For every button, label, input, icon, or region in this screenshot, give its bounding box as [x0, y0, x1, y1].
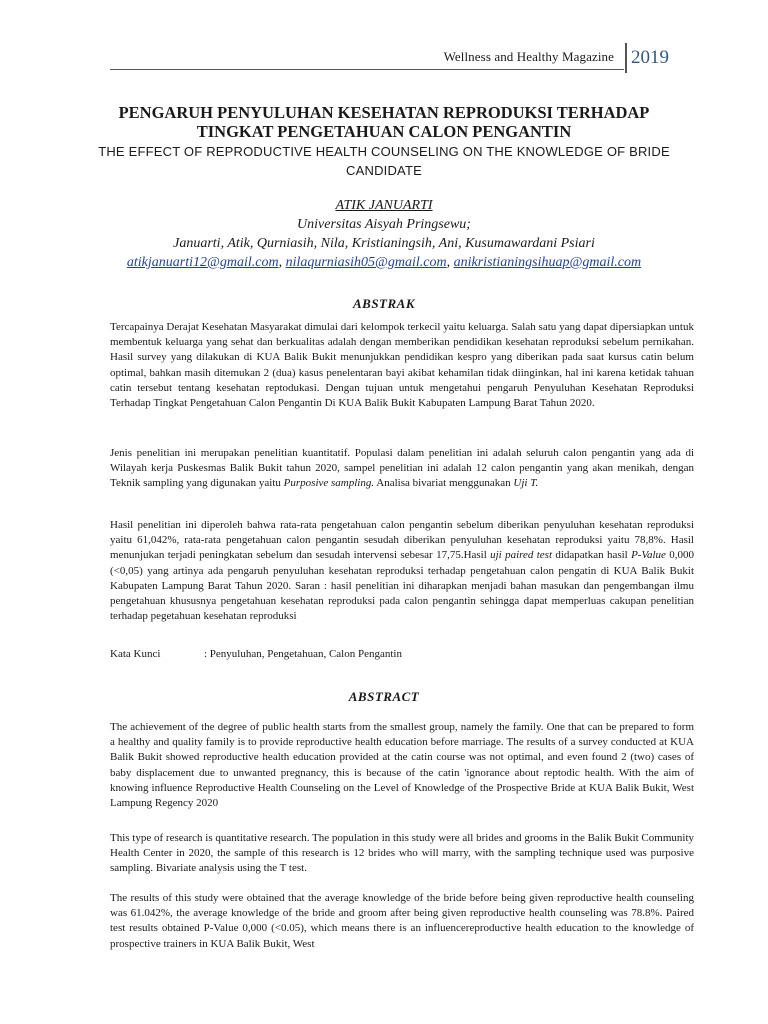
abstrak-p2-emphasis: Uji T. [513, 477, 539, 490]
author-block [80, 196, 688, 272]
abstrak-heading: ABSTRAK [352, 296, 416, 311]
publication-year: 2019 [631, 47, 669, 68]
abstrak-paragraph-2 [110, 446, 694, 492]
running-header [110, 47, 624, 70]
email-link[interactable]: atikjanuarti12@gmail.com [126, 255, 279, 270]
abstrak-p2-text: Jenis penelitian ini merupakan penelitian kuantitatif. Populasi dalam penelitian ini adalah seluruh calon pengantin yang ada di Wilayah kerja Puskesmas Balik Bukit tahun 2020, sampel penelitian ini adalah 12 calon pengantin yang akan menikah, dengan Teknik sampling yang digunakan yaitu [110, 447, 694, 490]
paper-title-indonesian: PENGARUH PENYULUHAN KESEHATAN REPRODUKSI TERHADAP TINGKAT PENGETAHUAN CALON PENGANTIN [118, 103, 650, 141]
keywords-line [110, 648, 402, 660]
abstract-heading: ABSTRACT [348, 689, 420, 704]
paper-title-english: THE EFFECT OF REPRODUCTIVE HEALTH COUNSELING ON THE KNOWLEDGE OF BRIDE CANDIDATE [98, 144, 670, 178]
keywords-value: : Penyuluhan, Pengetahuan, Calon Pengantin [204, 648, 402, 660]
abstract-paragraph-1: The achievement of the degree of public health starts from the smallest group, namely the family. One that can be prepared to form a healthy and quality family is to provide reproductive health education before marriage. The results of a survey conducted at KUA Balik Bukit showed reproductive health education provided at the catin course was not optimal, and even found 2 (two) cases of baby displacement due to unwanted pregnancy, this is because of the catin 'ignorance about reptodic health. With the aim of knowing influence Reproductive Health Counseling on the Level of Knowledge of the Prospective Bride at KUA Balik Bukit, West Lampung Regency 2020 [110, 721, 694, 810]
abstrak-paragraph-3 [110, 518, 694, 624]
magazine-name: Wellness and Healthy Magazine [443, 49, 614, 64]
author-list: Januarti, Atik, Qurniasih, Nila, Kristianingsih, Ani, Kusumawardani Psiari [173, 236, 595, 251]
year-box [625, 43, 687, 73]
abstrak-paragraph-1: Tercapainya Derajat Kesehatan Masyarakat dimulai dari kelompok terkecil yaitu keluarga. Salah satu yang dapat dipersiapkan untuk membentuk keluarga yang sehat dan berkualitas adalah dengan memberikan pendidikan kesehatan reproduksi sebelum pernikahan. Hasil survey yang dilakukan di KUA Balik Bukit menunjukkan pendidikan kespro yang diberikan pada saat kursus catin belum optimal, bahkan masih ditemukan 2 (dua) kasus penelentaran bayi akibat kehamilan tidak diinginkan, hal ini karena ketidak tahuan catin tersebut tentang kesehatan reptodukasi. Dengan tujuan untuk mengetahui pengaruh Penyuluhan Kesehatan Reproduksi Terhadap Tingkat Pengetahuan Calon Pengantin Di KUA Balik Bukit Kabupaten Lampung Barat Tahun 2020. [110, 321, 694, 410]
email-list [80, 253, 688, 272]
keywords-label: Kata Kunci [110, 648, 161, 660]
abstrak-p3-text: Hasil penelitian ini diperoleh bahwa rata-rata pengetahuan calon pengantin sebelum diberikan penyuluhan kesehatan reproduksi yaitu 61,042%, rata-rata pengetahuan calon pengantin sesudah diberikan penyuluhan kesehatan reproduksi yaitu 78,8%. Hasil menunjukan terjadi peningkatan sebelum dan sesudah intervensi sebesar 17,75.Hasil [110, 519, 694, 562]
abstract-paragraph-3: The results of this study were obtained that the average knowledge of the bride before being given reproductive health counseling was 61.042%, the average knowledge of the bride and groom after being given reproductive health counseling was 78.8%. Paired test results obtained P-Value 0,000 (<0.05), which means there is an influencereproductive health education to the knowledge of prospective trainers in KUA Balik Bukit, West [110, 892, 694, 950]
email-separator: , [446, 255, 451, 270]
abstract-paragraph-2: This type of research is quantitative research. The population in this study were all brides and grooms in the Balik Bukit Community Health Center in 2020, the sample of this research is 12 brides who will marry, with the sampling technique used was purposive sampling. Bivariate analysis using the T test. [110, 832, 694, 875]
abstrak-p3-emphasis: uji paired test [490, 549, 553, 562]
abstrak-p2-emphasis: Purposive sampling. [283, 477, 375, 490]
email-link[interactable]: anikristianingsihuap@gmail.com [453, 255, 642, 270]
abstrak-p3-text: didapatkan hasil [552, 549, 632, 562]
email-link[interactable]: nilaqurniasih05@gmail.com [285, 255, 447, 270]
abstrak-p3-emphasis: P-Value [631, 549, 666, 562]
affiliation: Universitas Aisyah Pringsewu; [297, 217, 471, 232]
abstrak-p3-text: 0,000 (<0,05) yang artinya ada pengaruh penyuluhan kesehatan reproduksi terhadap pengetahuan calon pengatin di KUA Balik Bukit Kabupaten Lampung Barat Tahun 2020. Saran : hasil penelitian ini diharapkan menjadi bahan masukan dan pengembangan ilmu pengetahuan khususnya pengetahuan kesehatan reproduksi pada calon pengantin sehingga dapat memperluas cakupan penelitian terhadap pegetahuan kesehatan reproduksi [110, 549, 694, 623]
main-author: ATIK JANUARTI [335, 198, 433, 213]
abstrak-p2-text: Analisa bivariat menggunakan [374, 477, 514, 490]
email-separator: , [278, 255, 283, 270]
